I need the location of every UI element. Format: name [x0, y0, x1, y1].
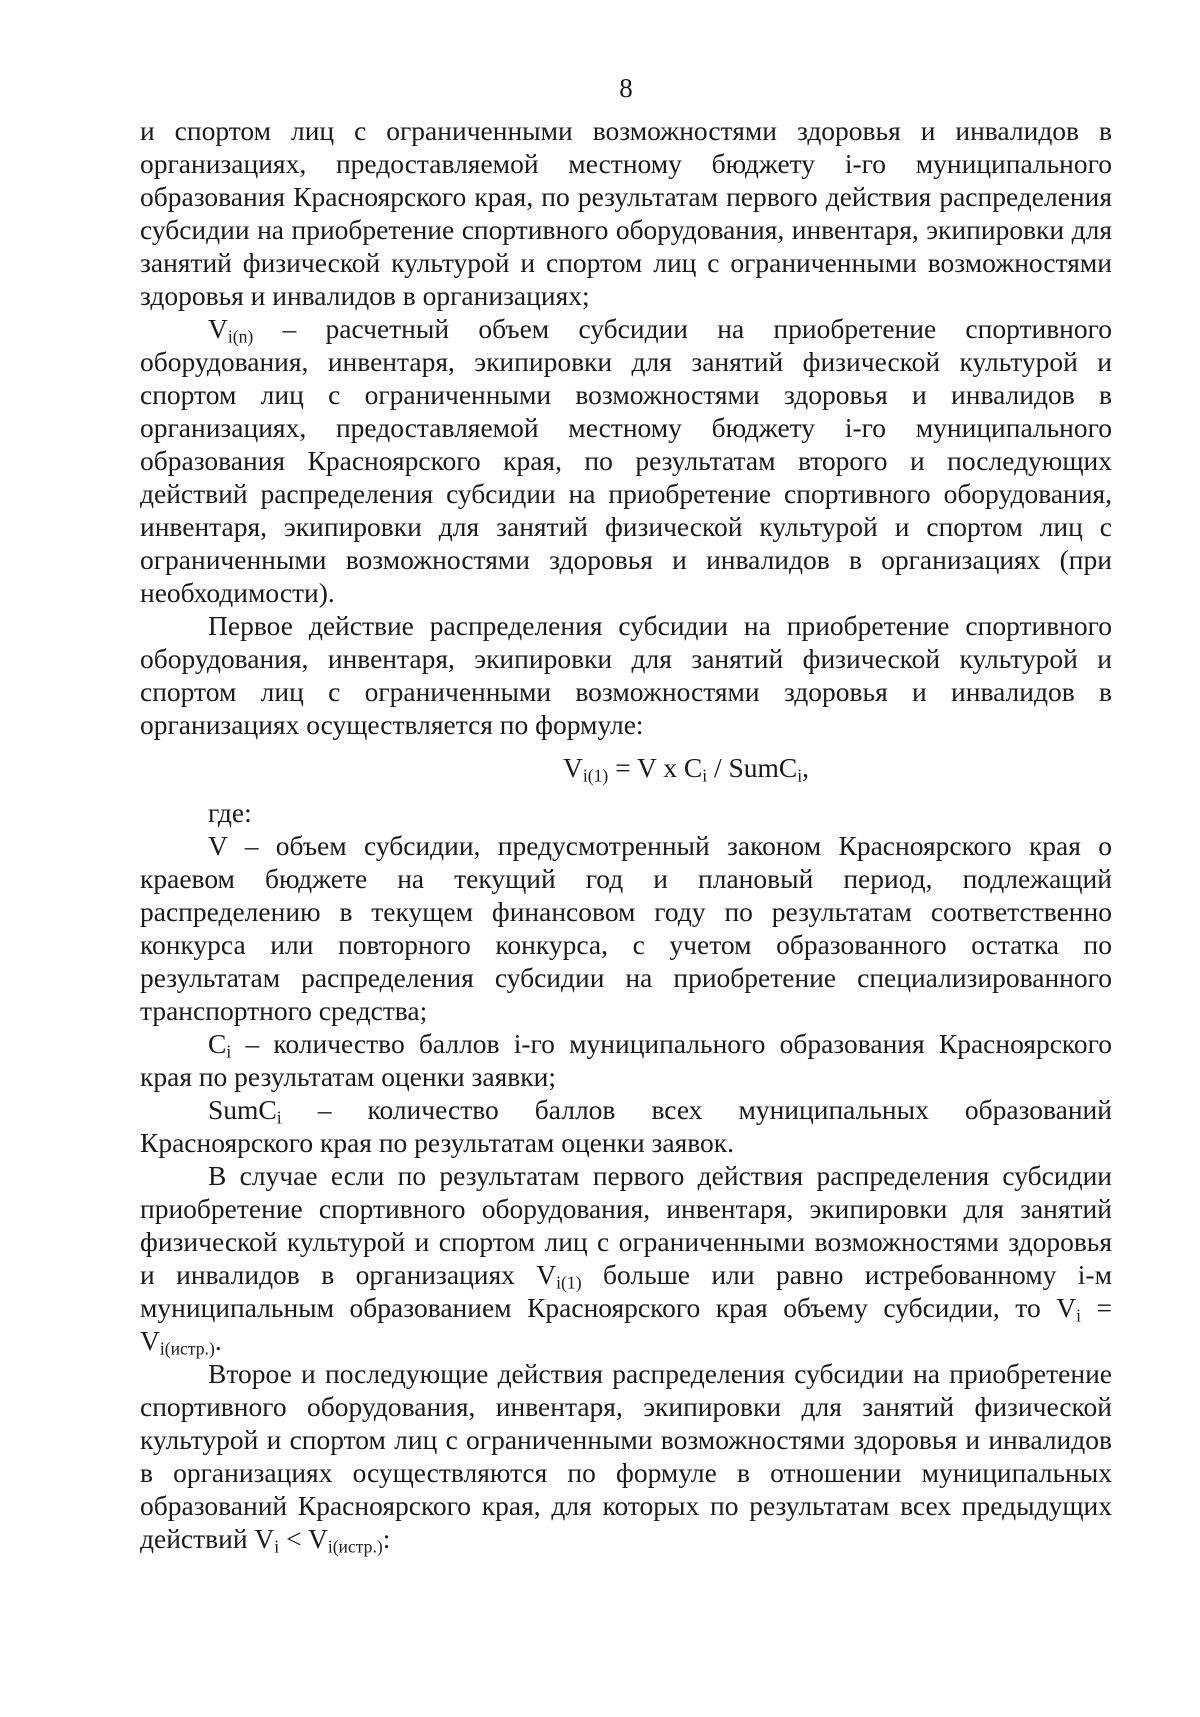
definition-text: – расчетный объем субсидии на приобретение спортивного оборудования, инвентаря, экипировки для занятий физической культурой и спортом лиц с ограниченными возможностями здоровья и инвалидов в организациях, предоставляемой местному бюджету i-го муниципального образования Красноярского края, по результатам второго и последующих действий распределения субсидии на приобретение спортивного оборудования, инвентаря, экипировки для занятий физической культурой и спортом лиц с ограниченными возможностями здоровья и инвалидов в организациях (при необходимости). — [140, 313, 1112, 608]
symbol-sumc: SumC — [208, 1094, 277, 1125]
paragraph-second-action — [140, 1357, 1112, 1555]
paragraph-first-action-result — [140, 1159, 1112, 1357]
formula-v-subscript: i(1) — [582, 765, 609, 786]
subscript: i(истр.) — [327, 1536, 383, 1557]
paragraph-v-in-definition — [140, 312, 1112, 609]
formula-middle: = V x C — [608, 752, 703, 783]
subscript: i(1) — [556, 1272, 582, 1293]
formula-sum-subscript: i — [797, 765, 803, 786]
paragraph-first-action: Первое действие распределения субсидии на приобретение спортивного оборудования, инвентаря, экипировки для занятий физической культурой и спортом лиц с ограниченными возможностями здоровья и инвалидов в организациях осуществляется по формуле: — [140, 610, 1112, 740]
subscript: i(истр.) — [159, 1338, 215, 1359]
subscript: i — [1076, 1305, 1081, 1326]
text-part: Второе и последующие действия распределения субсидии на приобретение спортивного оборудования, инвентаря, экипировки для занятий физической культурой и спортом лиц с ограниченными возможностями здоровья и инвалидов в организациях осуществляются по формуле в отношении муниципальных образований Красноярского края, для которых по результатам всех предыдущих действий V — [140, 1358, 1112, 1554]
subscript: i — [274, 1536, 280, 1557]
paragraph-v-definition: V – объем субсидии, предусмотренный законом Красноярского края о краевом бюджете на текущий год и плановый период, подлежащий распределению в текущем финансовом году по результатам соответственно конкурса или повторного конкурса, с учетом образованного остатка по результатам распределения субсидии на приобретение специализированного транспортного средства; — [140, 830, 1112, 1026]
text-part: . — [214, 1325, 222, 1356]
formula-v: V — [562, 752, 583, 783]
symbol-v: V — [208, 313, 228, 344]
symbol-subscript: i — [276, 1107, 282, 1128]
symbol-subscript: i — [226, 1041, 232, 1062]
formula — [140, 751, 1112, 784]
text-part: = V — [140, 1292, 1113, 1356]
symbol-c: C — [208, 1028, 227, 1059]
text-part: больше или равно истребованному i-м муниципальным образованием Красноярского края объему субсидии, то V — [140, 1259, 1112, 1323]
formula-end: , — [802, 752, 810, 783]
formula-c-subscript: i — [702, 765, 708, 786]
paragraph-continuation: и спортом лиц с ограниченными возможностями здоровья и инвалидов в организациях, предоставляемой местному бюджету i-го муниципального образования Красноярского края, по результатам первого действия распределения субсидии на приобретение спортивного оборудования, инвентаря, экипировки для занятий физической культурой и спортом лиц с ограниченными возможностями здоровья и инвалидов в организациях; — [140, 115, 1112, 311]
where-label: где: — [208, 797, 252, 828]
paragraph-ci-definition — [140, 1027, 1112, 1093]
symbol-subscript: i(n) — [227, 326, 254, 347]
definition-text: – количество баллов i-го муниципального образования Красноярского края по результатам оценки заявки; — [140, 1028, 1112, 1092]
text-part: В случае если по результатам первого действия распределения субсидии приобретение спортивного оборудования, инвентаря, экипировки для занятий физической культурой и спортом лиц с ограниченными возможностями здоровья и инвалидов в организациях V — [140, 1160, 1112, 1290]
page-number: 8 — [619, 73, 633, 103]
text-part: : — [382, 1523, 391, 1554]
paragraph-sumci-definition — [140, 1093, 1112, 1159]
definition-text: – количество баллов всех муниципальных образований Красноярского края по результатам оценки заявок. — [140, 1094, 1112, 1158]
text-part: < V — [279, 1523, 328, 1554]
formula-tail: / SumC — [707, 752, 798, 783]
